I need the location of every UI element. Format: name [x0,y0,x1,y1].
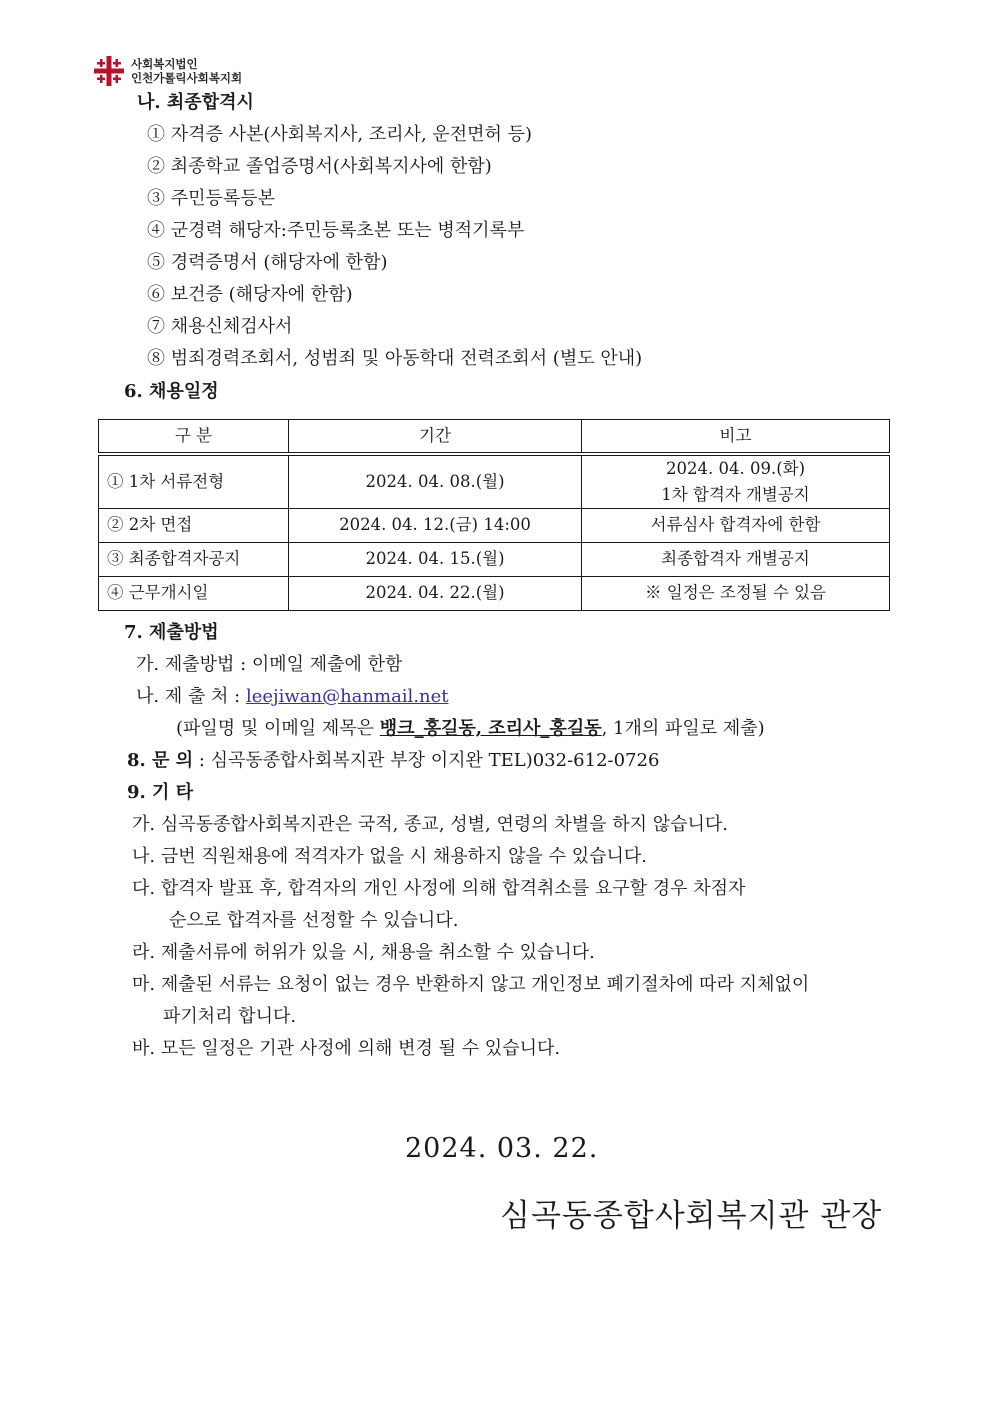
file-name-note [176,717,765,741]
section9-title: 9. 기 타 [127,782,194,803]
doc-item-8: ⑧ 범죄경력조회서, 성범죄 및 아동학대 전력조회서 (별도 안내) [147,348,643,369]
header-note: 비고 [582,420,890,454]
row-period: 2024. 04. 15.(월) [289,542,582,576]
row-note-line1: 2024. 04. 09.(화) [665,458,806,478]
inquiry-text: : 심곡동종합사회복지관 부장 이지완 TEL)032-612-0726 [193,750,660,771]
inquiry-line [127,749,659,773]
etc-item-5-cont: 파기처리 합니다. [163,1006,297,1027]
submit-destination [136,685,449,709]
section7-title: 7. 제출방법 [124,622,219,643]
submit-method: 가. 제출방법 : 이메일 제출에 한함 [136,654,403,675]
table-row [99,576,890,610]
row-period: 2024. 04. 08.(월) [289,454,582,509]
row-note [582,454,890,509]
row-period: 2024. 04. 12.(금) 14:00 [289,508,582,542]
header-category: 구 분 [99,420,289,454]
etc-item-4: 라. 제출서류에 허위가 있을 시, 채용을 취소할 수 있습니다. [132,942,595,963]
doc-item-1: ① 자격증 사본(사회복지사, 조리사, 운전면허 등) [147,124,533,145]
etc-item-5: 마. 제출된 서류는 요청이 없는 경우 반환하지 않고 개인정보 폐기절차에 따라 지체없이 [132,974,810,995]
dest-label: 나. 제 출 처 : [136,686,246,707]
row-period: 2024. 04. 22.(월) [289,576,582,610]
etc-item-6: 바. 모든 일정은 기관 사정에 의해 변경 될 수 있습니다. [132,1038,561,1059]
row-note: ※ 일정은 조정될 수 있음 [582,576,890,610]
etc-item-2: 나. 금번 직원채용에 적격자가 없을 시 채용하지 않을 수 있습니다. [132,846,648,867]
note-suffix: , 1개의 파일로 제출) [601,718,765,739]
doc-item-5: ⑤ 경력증명서 (해당자에 한함) [147,252,388,273]
etc-item-3-cont: 순으로 합격자를 선정할 수 있습니다. [169,910,459,931]
table-header-row [99,420,890,454]
doc-item-2: ② 최종학교 졸업증명서(사회복지사에 한함) [147,156,492,177]
email-link[interactable]: leejiwan@hanmail.net [245,686,449,707]
note-prefix: (파일명 및 이메일 제목은 [176,718,380,739]
table-row [99,542,890,576]
org-logo [93,54,242,88]
row-note-line2: 1차 합격자 개별공지 [661,484,810,504]
etc-item-1: 가. 심곡동종합사회복지관은 국적, 종교, 성별, 연령의 차별을 하지 않습니다. [132,814,729,835]
etc-item-3: 다. 합격자 발표 후, 합격자의 개인 사정에 의해 합격취소를 요구할 경우 차점자 [132,878,746,899]
schedule-table [98,419,890,611]
doc-item-6: ⑥ 보건증 (해당자에 한함) [147,284,353,305]
logo-line1: 사회복지법인 [131,57,198,71]
row-note: 서류심사 합격자에 한함 [582,508,890,542]
signature-line: 심곡동종합사회복지관 관장 [500,1198,883,1234]
row-category: ① 1차 서류전형 [99,454,289,509]
row-category: ② 2차 면접 [99,508,289,542]
row-note: 최종합격자 개별공지 [582,542,890,576]
table-row [99,454,890,509]
table-row [99,508,890,542]
cross-logo-icon [93,55,125,87]
note-bold: 뱅크_홍길동, 조리사_홍길동 [379,718,602,739]
logo-line2: 인천가톨릭사회복지회 [131,71,243,85]
header-period: 기간 [289,420,582,454]
doc-item-7: ⑦ 채용신체검사서 [147,316,293,337]
section-na-title: 나. 최종합격시 [137,92,254,113]
document-date: 2024. 03. 22. [405,1133,599,1164]
doc-item-3: ③ 주민등록등본 [147,188,276,209]
row-category: ③ 최종합격자공지 [99,542,289,576]
section6-title: 6. 채용일정 [124,381,219,402]
inquiry-label: 8. 문 의 [127,750,194,771]
doc-item-4: ④ 군경력 해당자:주민등록초본 또는 병적기록부 [147,220,525,241]
row-category: ④ 근무개시일 [99,576,289,610]
